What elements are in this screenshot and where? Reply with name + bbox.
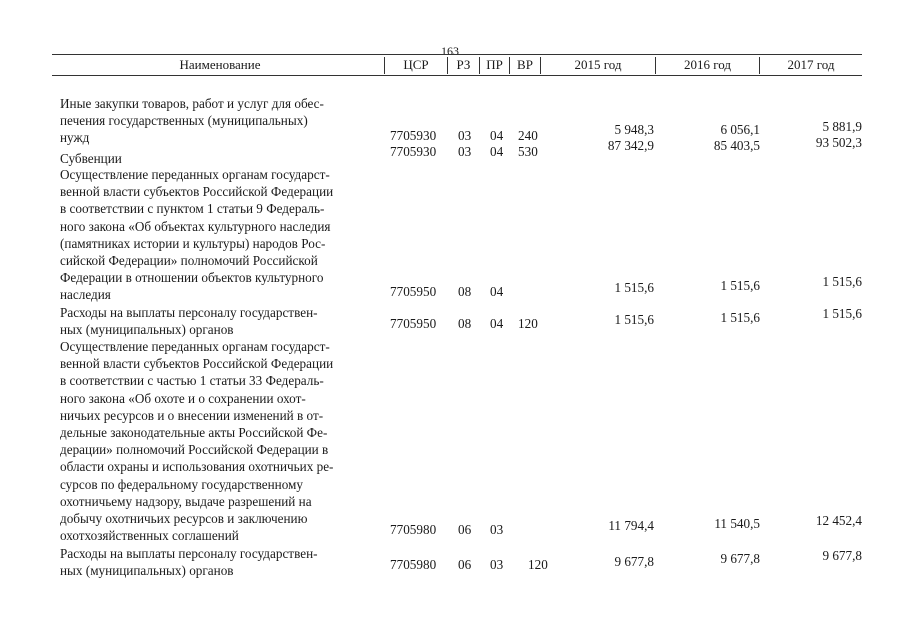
row-csr: 7705950 xyxy=(390,284,437,299)
row-name-line: Расходы на выплаты персоналу государствен- xyxy=(60,305,318,320)
row-2015: 1 515,6 xyxy=(614,312,654,327)
row-2015: 87 342,9 xyxy=(607,138,654,153)
row-name-line: области охраны и использования охотничьих ре- xyxy=(60,459,334,475)
row-rz: 08 xyxy=(458,316,472,331)
row-2017: 1 515,6 xyxy=(822,306,862,321)
row-2015: 9 677,8 xyxy=(614,554,654,569)
row-name-line: венной власти субъектов Российской Федерации xyxy=(60,184,334,200)
row-pr: 03 xyxy=(490,557,504,572)
header-vr: ВР xyxy=(517,57,533,72)
row-name-line: Осуществление переданных органам государст- xyxy=(60,167,330,182)
row-pr: 04 xyxy=(490,284,504,299)
row-2017: 1 515,6 xyxy=(822,274,862,289)
row-rz: 06 xyxy=(458,522,472,537)
header-divider xyxy=(384,57,385,74)
row-name-line: ного закона «Об охоте и о сохранении охот- xyxy=(60,390,306,406)
header-2016: 2016 год xyxy=(684,57,731,72)
row-name-line: Расходы на выплаты персоналу государствен- xyxy=(60,546,318,561)
header-2017: 2017 год xyxy=(787,57,835,72)
table-row-name xyxy=(60,545,380,579)
row-2017: 12 452,4 xyxy=(815,513,862,528)
row-name-line: ных (муниципальных) органов xyxy=(60,563,234,579)
row-name-line: дельные законодательные акты Российской Фе- xyxy=(60,425,328,441)
row-name-line: дерации» полномочий Российской Федерации в xyxy=(60,442,329,458)
row-2016: 1 515,6 xyxy=(720,278,760,293)
row-pr: 04 xyxy=(490,316,504,331)
row-csr: 7705980 xyxy=(390,522,437,537)
row-name-line: охотхозяйственных соглашений xyxy=(60,528,239,544)
row-2015: 11 794,4 xyxy=(608,518,654,533)
row-rz: 06 xyxy=(458,557,472,572)
row-vr: 530 xyxy=(518,144,538,159)
row-name-line: добычу охотничьих ресурсов и заключению xyxy=(60,511,308,527)
row-2015: 1 515,6 xyxy=(614,280,654,295)
row-vr: 240 xyxy=(518,128,538,143)
row-csr: 7705930 xyxy=(390,128,437,143)
header-name: Наименование xyxy=(179,57,261,72)
row-csr: 7705950 xyxy=(390,316,437,331)
row-name-line: (памятниках истории и культуры) народов Рос- xyxy=(60,235,326,251)
row-name-line: ного закона «Об объектах культурного наследия xyxy=(60,218,331,234)
row-name-line: в соответствии с пунктом 1 статьи 9 Федераль- xyxy=(60,201,325,217)
row-name-line: венной власти субъектов Российской Федерации xyxy=(60,356,334,372)
table-row-name xyxy=(60,304,380,338)
row-name-line: сурсов по федеральному государственному xyxy=(60,476,303,492)
row-name-line: ных (муниципальных) органов xyxy=(60,322,234,338)
table-row-name xyxy=(60,338,380,544)
row-name-line: Субвенции xyxy=(60,151,122,166)
row-name-line: Осуществление переданных органам государст- xyxy=(60,339,330,354)
row-name-line: охотничьему надзору, выдаче разрешений на xyxy=(60,493,312,509)
row-csr: 7705930 xyxy=(390,144,437,159)
row-2016: 9 677,8 xyxy=(720,551,760,566)
page-number: 163 xyxy=(441,44,459,58)
header-pr: ПР xyxy=(486,57,503,72)
row-name-line: наследия xyxy=(60,287,111,303)
row-rz: 03 xyxy=(458,128,472,143)
row-2016: 85 403,5 xyxy=(713,138,760,153)
row-pr: 04 xyxy=(490,144,504,159)
row-pr: 04 xyxy=(490,128,504,143)
row-name-line: в соответствии с частью 1 статьи 33 Федераль- xyxy=(60,373,324,389)
header-csr: ЦСР xyxy=(403,57,429,72)
row-vr: 120 xyxy=(518,316,538,331)
row-rz: 08 xyxy=(458,284,472,299)
row-name-line: печения государственных (муниципальных) xyxy=(60,113,308,129)
row-2016: 11 540,5 xyxy=(714,516,760,531)
row-name-line: сийской Федерации» полномочий Российской xyxy=(60,253,318,269)
table-row-name xyxy=(60,166,380,304)
header-rz: РЗ xyxy=(456,57,471,72)
row-2017: 9 677,8 xyxy=(822,548,862,563)
row-2016: 1 515,6 xyxy=(720,310,760,325)
row-rz: 03 xyxy=(458,144,472,159)
row-name-line: Федерации в отношении объектов культурного xyxy=(60,270,324,286)
header-2015: 2015 год xyxy=(574,57,622,72)
table-row-name xyxy=(60,95,380,147)
row-name-line: ничьих ресурсов и о внесении изменений в от- xyxy=(60,407,324,423)
row-vr: 120 xyxy=(528,557,548,572)
row-2017: 5 881,9 xyxy=(822,119,862,134)
row-name-line: нужд xyxy=(60,130,90,146)
row-pr: 03 xyxy=(490,522,504,537)
row-name-line: Иные закупки товаров, работ и услуг для обес- xyxy=(60,96,324,111)
row-2015: 5 948,3 xyxy=(614,122,654,137)
row-2017: 93 502,3 xyxy=(815,135,862,150)
table-row-name xyxy=(60,150,380,167)
row-2016: 6 056,1 xyxy=(720,122,760,137)
row-csr: 7705980 xyxy=(390,557,437,572)
